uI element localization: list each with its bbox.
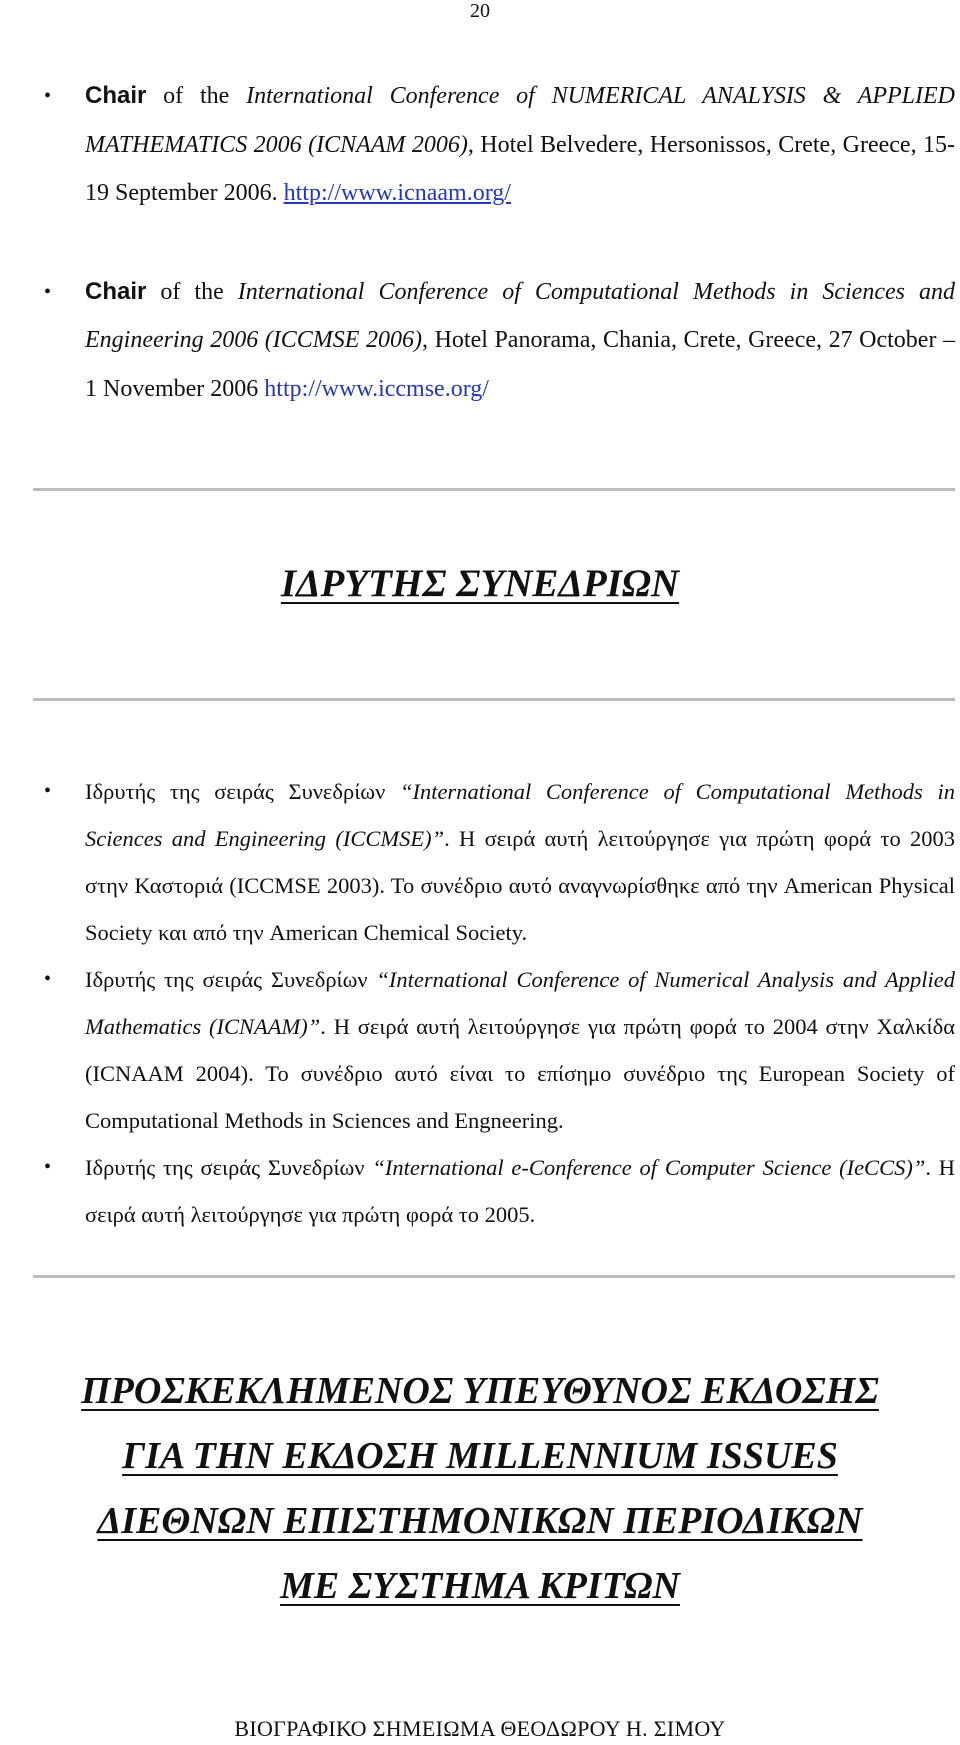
conference-details: , Hotel Panorama, Chania, Crete, Greece, 27 October – 1 November 2006 — [85, 327, 956, 402]
bullet-icon: • — [44, 968, 52, 990]
divider — [33, 698, 955, 701]
item-rest: . Η σειρά αυτή λειτούργησε για πρώτη φορά το 2003 στην Καστοριά (ICCMSE 2003). Το συνέδριο αυτό αναγνωρίσθηκε από την American Physical Society και από την American Chemical Society. — [85, 826, 955, 945]
bullet-icon: • — [44, 1156, 52, 1178]
bullet-icon: • — [44, 780, 52, 802]
series-title: “International e-Conference of Computer Science (IeCCS)” — [372, 1155, 926, 1180]
item-lead: Ιδρυτής της σειράς Συνεδρίων — [85, 1155, 373, 1180]
series-title: “International Conference of Computational Methods in Sciences and Engineering (ICCMSE)” — [85, 779, 955, 851]
list-item — [40, 72, 955, 218]
page-footer: ΒΙΟΓΡΑΦΙΚΟ ΣΗΜΕΙΩΜΑ ΘΕΟΔΩΡΟΥ Η. ΣΙΜΟΥ — [234, 1716, 726, 1741]
item-rest: . Η σειρά αυτή λειτούργησε για πρώτη φορά το 2004 στην Χαλκίδα (ICNAAM 2004). Το συνέδριο αυτό είναι το επίσημο συνέδριο της European Society of Computational Methods in Sciences and Engneering. — [85, 1014, 955, 1133]
item-lead: Ιδρυτής της σειράς Συνεδρίων — [85, 967, 377, 992]
conference-link[interactable]: http://www.icnaam.org/ — [283, 180, 511, 206]
conference-title: International Conference of Computational Methods in Sciences and Engineering 2006 (ICCMSE 2006) — [85, 278, 955, 353]
founder-heading: ΙΔΡΥΤΗΣ ΣΥΝΕΔΡΙΩΝ — [280, 562, 680, 605]
bullet-icon: • — [44, 280, 52, 303]
conference-details: , Hotel Belvedere, Hersonissos, Crete, Greece, 15-19 September 2006. — [85, 131, 955, 206]
list-item — [40, 268, 955, 414]
editor-heading — [0, 1359, 960, 1619]
list-item — [40, 768, 955, 956]
connector-text: of the — [146, 278, 238, 305]
bullet-icon: • — [44, 85, 52, 107]
role-label: Chair — [85, 82, 147, 109]
item-lead: Ιδρυτής της σειράς Συνεδρίων — [85, 779, 400, 804]
editor-heading-line: ΜΕ ΣΥΣΤΗΜΑ ΚΡΙΤΩΝ — [280, 1565, 680, 1607]
series-title: “International Conference of Numerical Analysis and Applied Mathematics (ICNAAM)” — [85, 967, 955, 1039]
page-number: 20 — [470, 0, 490, 22]
divider — [33, 488, 955, 491]
divider — [33, 1275, 955, 1278]
editor-heading-line: ΔΙΕΘΝΩΝ ΕΠΙΣΤΗΜΟΝΙΚΩΝ ΠΕΡΙΟΔΙΚΩΝ — [97, 1500, 863, 1542]
list-item — [40, 956, 955, 1144]
role-label: Chair — [85, 277, 147, 305]
list-item — [40, 1144, 955, 1238]
conference-link[interactable]: http://www.iccmse.org/ — [264, 375, 489, 402]
editor-heading-line: ΓΙΑ ΤΗΝ ΕΚΔΟΣΗ MILLENNIUM ISSUES — [122, 1435, 838, 1477]
founder-list — [40, 768, 955, 1238]
conference-title: International Conference of NUMERICAL ANALYSIS & APPLIED MATHEMATICS 2006 (ICNAAM 2006) — [85, 83, 956, 158]
chair-list — [40, 72, 955, 413]
editor-heading-line: ΠΡΟΣΚΕΚΛΗΜΕΝΟΣ ΥΠΕΥΘΥΝΟΣ ΕΚΔΟΣΗΣ — [81, 1370, 879, 1412]
connector-text: of the — [146, 83, 247, 109]
item-rest: . Η σειρά αυτή λειτούργησε για πρώτη φορά το 2005. — [85, 1155, 956, 1227]
